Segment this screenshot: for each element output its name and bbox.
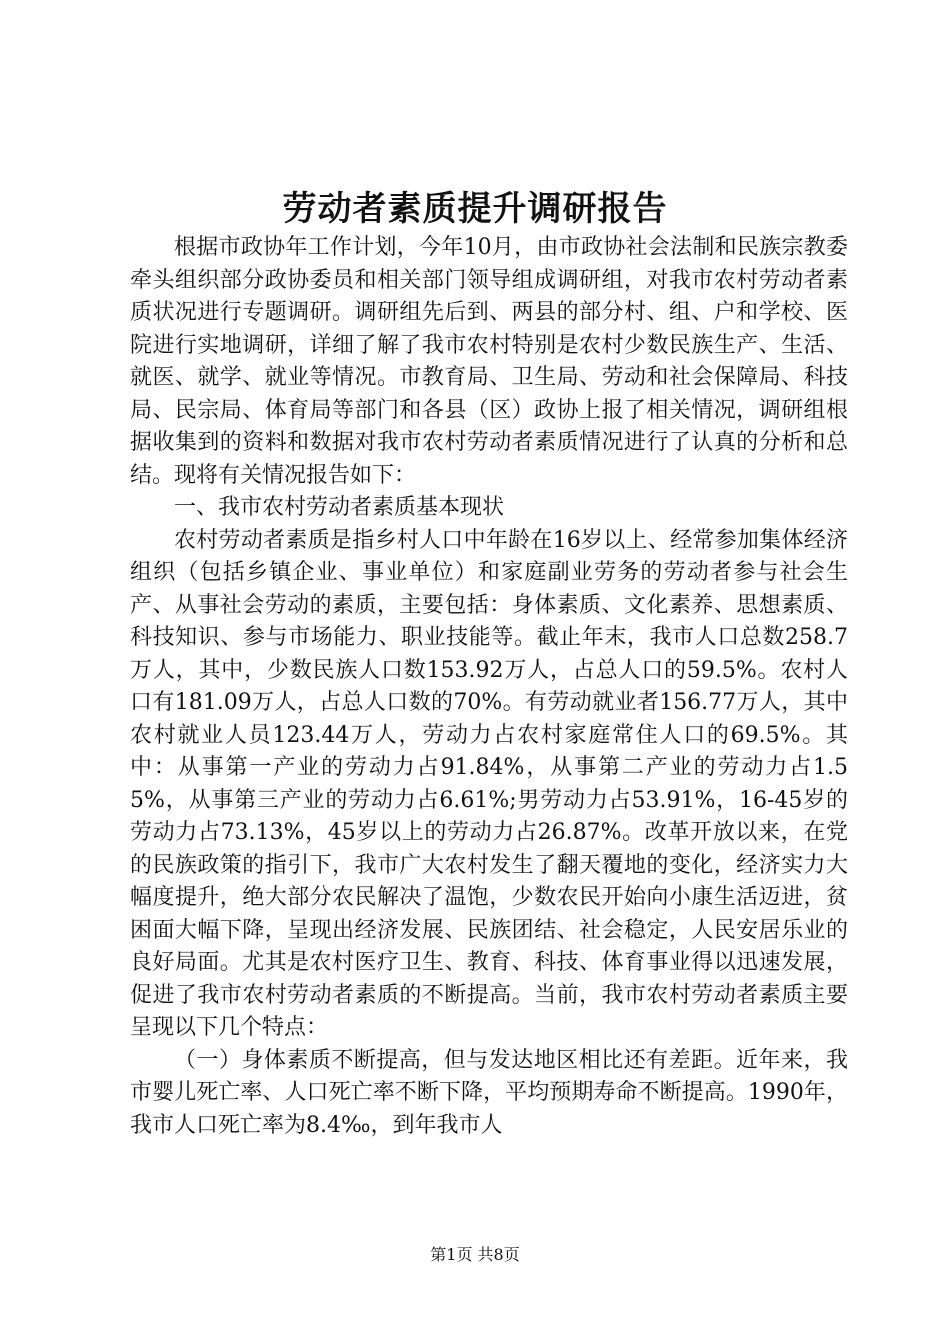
section-heading: 一、我市农村劳动者素质基本现状 (174, 495, 505, 520)
intro-paragraph: 根据市政协年工作计划，今年10月，由市政协社会法制和民族宗教委牵头组织部分政协委员和相关部门领导组成调研组，对我市农村劳动者素质状况进行专题调研。调研组先后到、两县的部分村、组、户和学校、医院进行实地调研，详细了解了我市农村特别是农村少数民族生产、生活、就医、就学、就业等情况。市教育局、卫生局、劳动和社会保障局、科技局、民宗局、体育局等部门和各县（区）政协上报了相关情况，调研组根据收集到的资料和数据对我市农村劳动者素质情况进行了认真的分析和总结。现将有关情况报告如下： (130, 235, 848, 488)
document-title: 劳动者素质提升调研报告 (282, 189, 668, 229)
status-paragraph: 农村劳动者素质是指乡村人口中年龄在16岁以上、经常参加集体经济组织（包括乡镇企业、事业单位）和家庭副业劳务的劳动者参与社会生产、从事社会劳动的素质，主要包括：身体素质、文化素养、思想素质、科技知识、参与市场能力、职业技能等。截止年末，我市人口总数258.7万人，其中，少数民族人口数153.92万人，占总人口的59.5%。农村人口有181.09万人，占总人口数的70%。有劳动就业者156.77万人，其中农村就业人员123.44万人，劳动力占农村家庭常住人口的69.5%。其中：从事第一产业的劳动力占91.84%，从事第二产业的劳动力占1.55%，从事第三产业的劳动力占6.61%;男劳动力占53.91%，16-45岁的劳动力占73.13%，45岁以上的劳动力占26.87%。改革开放以来，在党的民族政策的指引下，我市广大农村发生了翻天覆地的变化，经济实力大幅度提升，绝大部分农民解决了温饱，少数农民开始向小康生活迈进，贫困面大幅下降，呈现出经济发展、民族团结、社会稳定，人民安居乐业的良好局面。尤其是农村医疗卫生、教育、科技、体育事业得以迅速发展，促进了我市农村劳动者素质的不断提高。当前，我市农村劳动者素质主要呈现以下几个特点： (130, 527, 848, 1040)
page-footer: 第1页 共8页 (430, 1245, 520, 1264)
document-body (130, 232, 848, 1142)
subsection-paragraph: （一）身体素质不断提高，但与发达地区相比还有差距。近年来，我市婴儿死亡率、人口死亡率不断下降，平均预期寿命不断提高。1990年，我市人口死亡率为8.4‰，到年我市人 (130, 1047, 848, 1138)
